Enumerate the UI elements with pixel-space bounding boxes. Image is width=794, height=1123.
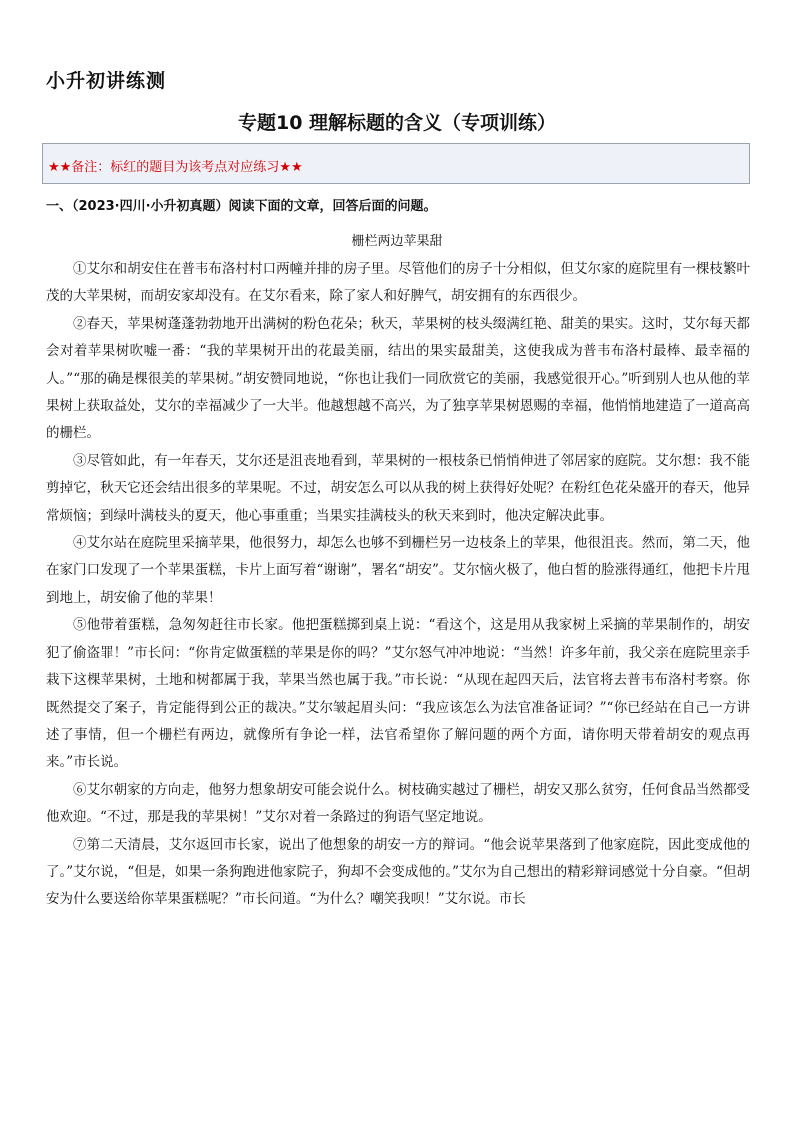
article-title: 栅栏两边苹果甜 [351,234,443,249]
paragraph: ⑤他带着蛋糕，急匆匆赶往市长家。他把蛋糕掷到桌上说：“看这个，这是用从我家树上采摘的苹果制作的，胡安犯了偷盗罪！”市长问：“你肯定做蛋糕的苹果是你的吗？”艾尔怒气冲冲地说：“当然！许多年前，我父亲在庭院里亲手栽下这棵苹果树，土地和树都属于我，苹果当然也属于我。”市长说：“从现在起四天后，法官将去普韦布洛村考察。你既然提交了案子，肯定能得到公正的裁决。”艾尔皱起眉头问：“我应该怎么为法官准备证词？”“你已经站在自己一方讲述了事情，但一个栅栏有两边，就像所有争论一样，法官希望你了解问题的两个方面，请你明天带着胡安的观点再来。”市长说。 [46,617,750,771]
header-title: 小升初讲练测 [46,70,167,92]
page-title: 专题10 理解标题的含义（专项训练） [237,112,557,134]
question-heading: 一、（2023·四川·小升初真题）阅读下面的文章，回答后面的问题。 [46,199,437,214]
paragraph: ④艾尔站在庭院里采摘苹果，他很努力，却怎么也够不到栅栏另一边枝条上的苹果，他很沮丧。然而，第二天，他在家门口发现了一个苹果蛋糕，卡片上面写着“谢谢”，署名“胡安”。艾尔恼火极了，他白皙的脸涨得通红，他把卡片甩到地上，胡安偷了他的苹果！ [46,535,750,606]
paragraph: ①艾尔和胡安住在普韦布洛村村口两幢并排的房子里。尽管他们的房子十分相似，但艾尔家的庭院里有一棵枝繁叶茂的大苹果树，而胡安家却没有。在艾尔看来，除了家人和好脾气，胡安拥有的东西很少。 [46,261,750,305]
paragraph: ⑥艾尔朝家的方向走，他努力想象胡安可能会说什么。树枝确实越过了栅栏，胡安又那么贫穷，任何食品当然都受他欢迎。“不过，那是我的苹果树！”艾尔对着一条路过的狗语气坚定地说。 [46,781,750,826]
paragraph: ③尽管如此，有一年春天，艾尔还是沮丧地看到，苹果树的一根枝条已悄悄伸进了邻居家的庭院。艾尔想：我不能剪掉它，秋天它还会结出很多的苹果呢。不过，胡安怎么可以从我的树上获得好处呢？在粉红色花朵盛开的春天，他异常烦恼；到绿叶满枝头的夏天，他心事重重；当果实挂满枝头的秋天来到时，他决定解决此事。 [46,452,750,524]
note-text: ★★备注：标红的题目为该考点对应练习★★ [48,160,303,175]
paragraph: ②春天，苹果树蓬蓬勃勃地开出满树的粉色花朵；秋天，苹果树的枝头缀满红艳、甜美的果实。这时，艾尔每天都会对着苹果树吹嘘一番：“我的苹果树开出的花最美丽，结出的果实最甜美，这使我成为普韦布洛村最棒、最幸福的人。”“那的确是棵很美的苹果树。”胡安赞同地说，“你也让我们一同欣赏它的美丽，我感觉很开心。”听到别人也从他的苹果树上获取益处，艾尔的幸福减少了一大半。他越想越不高兴，为了独享苹果树恩赐的幸福，他悄悄地建造了一道高高的栅栏。 [46,315,750,442]
article-body [46,256,750,914]
paragraph: ⑦第二天清晨，艾尔返回市长家，说出了他想象的胡安一方的辩词。“他会说苹果落到了他家庭院，因此变成他的了。”艾尔说，“但是，如果一条狗跑进他家院子，狗却不会变成他的。”艾尔为自己想出的精彩辩词感觉十分自豪。“但胡安为什么要送给你苹果蛋糕呢？”市长问道。“为什么？嘲笑我呗！”艾尔说。市长 [46,836,750,908]
note-box [42,143,750,184]
